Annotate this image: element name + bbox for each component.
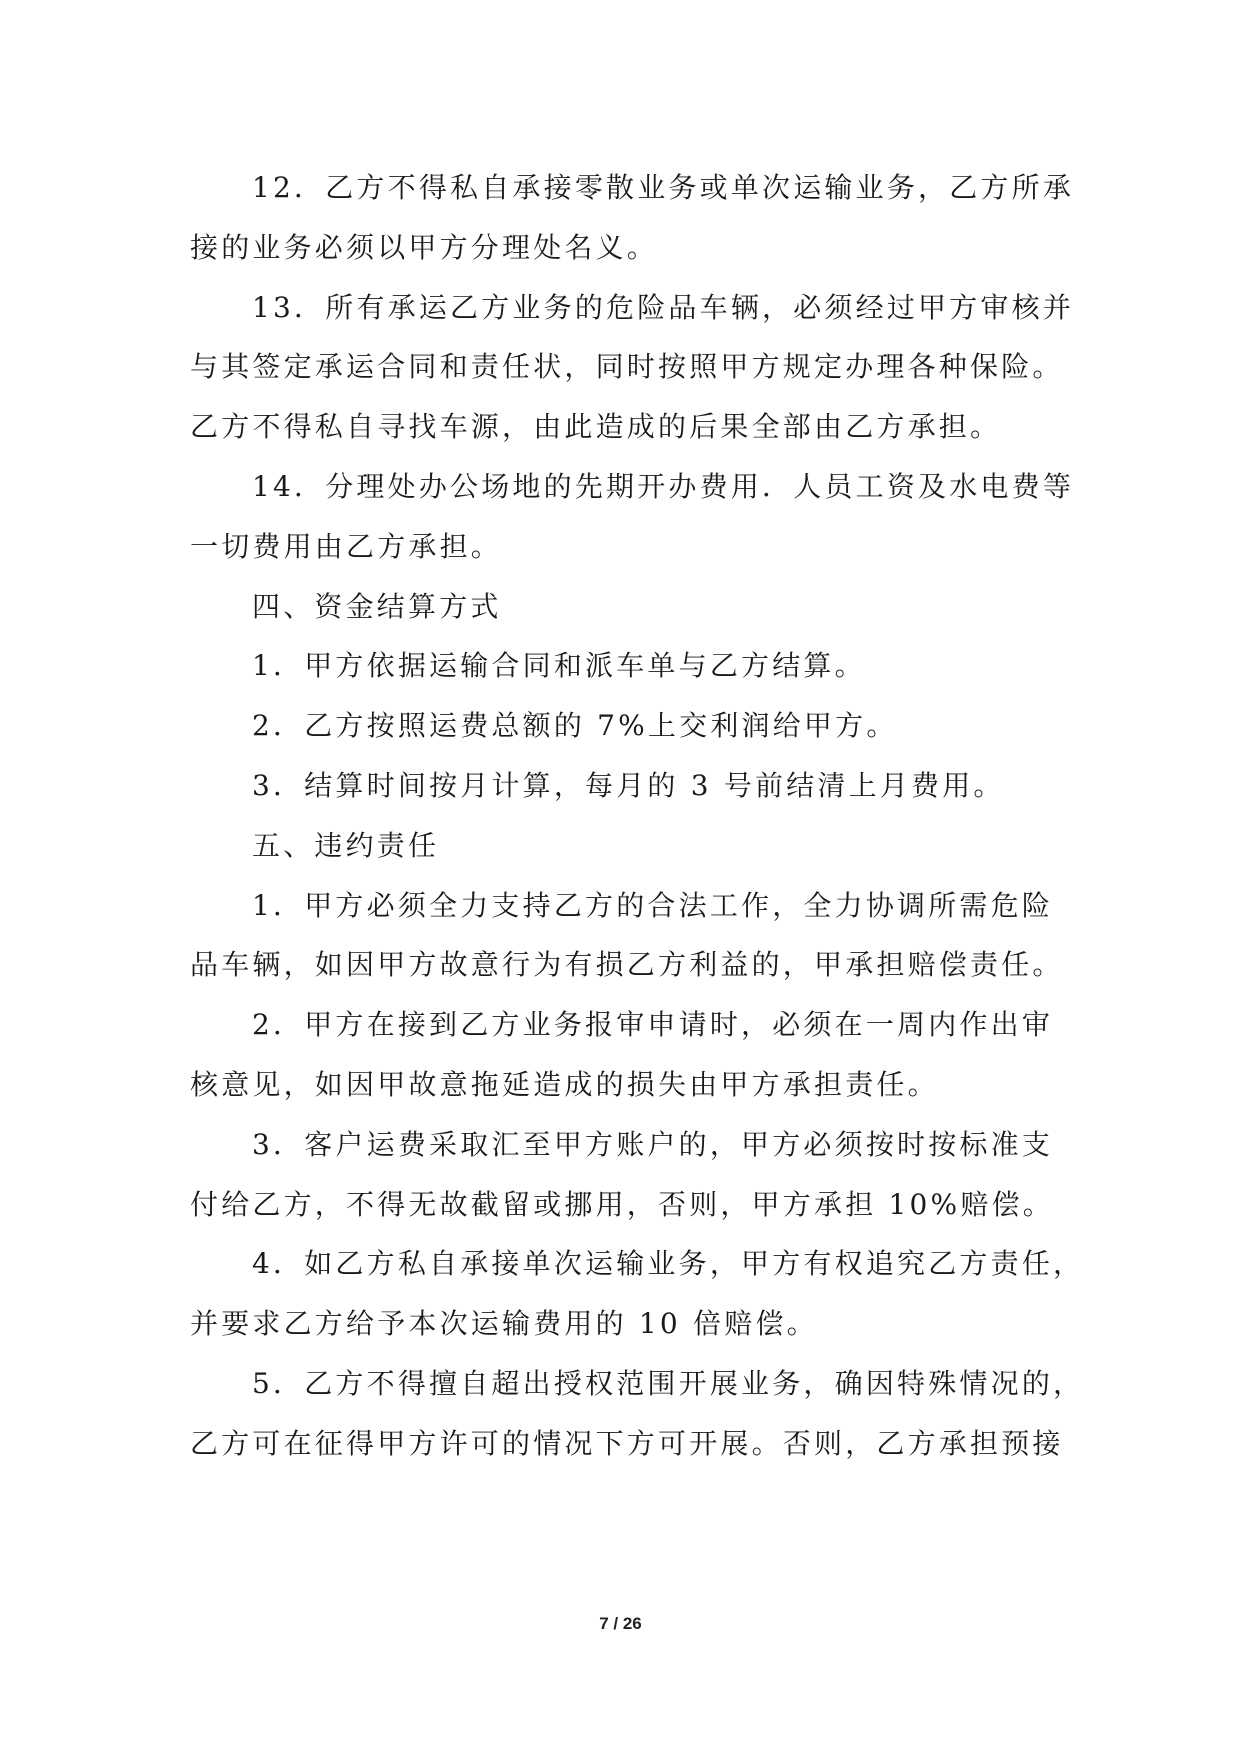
text-line: 接的业务必须以甲方分理处名义。 (190, 230, 659, 264)
text-line: 一切费用由乙方承担。 (190, 529, 503, 563)
paragraph-settle-2 (190, 696, 1070, 756)
text-line: 3．结算时间按月计算，每月的 3 号前结清上月费用。 (252, 768, 1005, 802)
text-line: 与其签定承运合同和责任状，同时按照甲方规定办理各种保险。 (190, 350, 1064, 384)
section-heading-settlement (190, 577, 1070, 637)
text-line: 核意见，如因甲故意拖延造成的损失由甲方承担责任。 (190, 1067, 939, 1101)
text-line: 品车辆，如因甲方故意行为有损乙方利益的，甲承担赔偿责任。 (190, 948, 1064, 982)
text-line: 3．客户运费采取汇至甲方账户的，甲方必须按时按标准支 (252, 1127, 1054, 1161)
section-heading-breach (190, 816, 1070, 876)
page-number: 7 / 26 (599, 1614, 642, 1633)
text-line: 5．乙方不得擅自超出授权范围开展业务，确因特殊情况的， (252, 1366, 1085, 1400)
heading-line: 五、违约责任 (252, 828, 440, 862)
text-line: 乙方不得私自寻找车源，由此造成的后果全部由乙方承担。 (190, 410, 1002, 444)
paragraph-item-12 (190, 158, 1075, 278)
heading-line: 四、资金结算方式 (252, 589, 502, 623)
document-body (190, 158, 1085, 1474)
text-line: 14．分理处办公场地的先期开办费用．人员工资及水电费等 (252, 469, 1075, 503)
text-line: 4．如乙方私自承接单次运输业务，甲方有权追究乙方责任， (252, 1247, 1085, 1281)
paragraph-breach-3 (190, 1115, 1070, 1235)
text-line: 1．甲方依据运输合同和派车单与乙方结算。 (252, 649, 866, 683)
paragraph-breach-5 (190, 1354, 1085, 1474)
text-line: 乙方可在征得甲方许可的情况下方可开展。否则，乙方承担预接 (190, 1426, 1064, 1460)
paragraph-item-14 (190, 457, 1075, 577)
paragraph-breach-4 (190, 1234, 1085, 1354)
paragraph-settle-3 (190, 756, 1070, 816)
text-line: 1．甲方必须全力支持乙方的合法工作，全力协调所需危险 (252, 888, 1054, 922)
text-line: 12．乙方不得私自承接零散业务或单次运输业务，乙方所承 (252, 171, 1075, 204)
text-line: 付给乙方，不得无故截留或挪用，否则，甲方承担 10%赔偿。 (190, 1187, 1054, 1221)
paragraph-breach-1 (190, 876, 1070, 996)
paragraph-breach-2 (190, 995, 1070, 1115)
text-line: 13．所有承运乙方业务的危险品车辆，必须经过甲方审核并 (252, 290, 1075, 324)
paragraph-settle-1 (190, 636, 1070, 696)
text-line: 2．甲方在接到乙方业务报审申请时，必须在一周内作出审 (252, 1008, 1054, 1042)
text-line: 并要求乙方给予本次运输费用的 10 倍赔偿。 (190, 1307, 818, 1341)
paragraph-item-13 (190, 278, 1075, 457)
text-line: 2．乙方按照运费总额的 7%上交利润给甲方。 (252, 709, 898, 743)
